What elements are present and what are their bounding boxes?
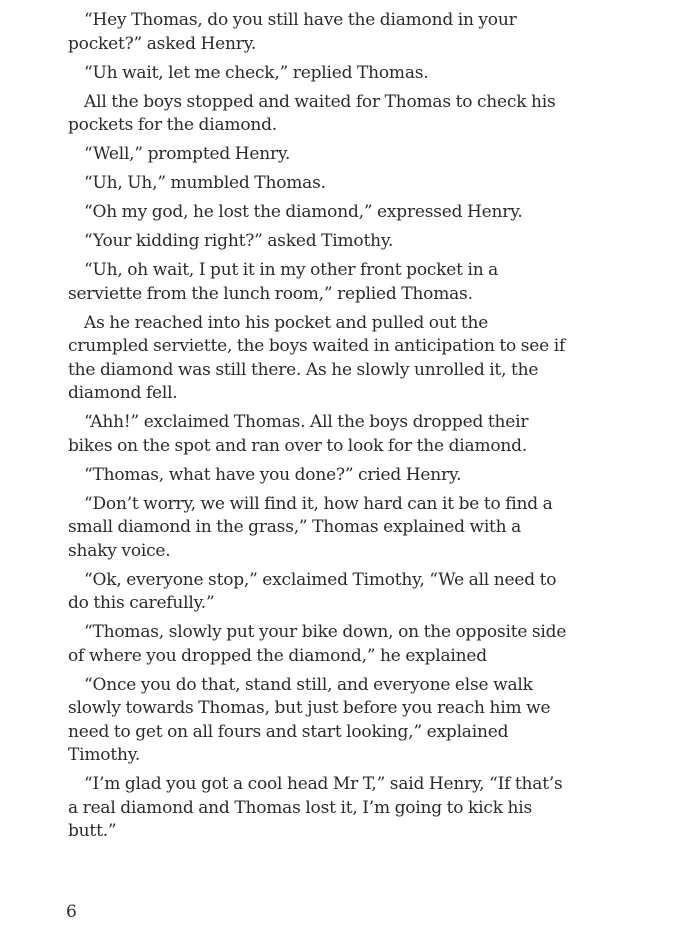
- paragraph: “Ok, everyone stop,” exclaimed Timothy, “We all need to do this carefully.”: [68, 569, 557, 613]
- paragraph: “Ahh!” exclaimed Thomas. All the boys dropped their bikes on the spot and ran over to look for the diamond.: [68, 412, 529, 456]
- paragraph: “Uh, Uh,” mumbled Thomas.: [84, 173, 326, 193]
- paragraph: “Your kidding right?” asked Timothy.: [84, 231, 394, 251]
- paragraph: “I’m glad you got a cool head Mr T,” said Henry, “If that’s a real diamond and Thomas lost it, I’m going to kick his butt.”: [68, 774, 563, 841]
- paragraph: “Thomas, what have you done?” cried Henry.: [84, 464, 462, 485]
- paragraph: All the boys stopped and waited for Thomas to check his pockets for the diamond.: [68, 91, 556, 135]
- paragraph: “Well,” prompted Henry.: [84, 144, 291, 164]
- body-text: [68, 9, 568, 849]
- paragraph: “Don’t worry, we will find it, how hard can it be to find a small diamond in the grass,” Thomas explained with a shaky voice.: [68, 493, 553, 561]
- paragraph: “Once you do that, stand still, and everyone else walk slowly towards Thomas, but just before you reach him we need to get on all fours and start looking,” explained Timothy.: [68, 674, 551, 765]
- page-number: 6: [66, 902, 77, 922]
- paragraph: “Thomas, slowly put your bike down, on the opposite side of where you dropped the diamond,” he explained: [68, 622, 567, 666]
- paragraph: “Uh, oh wait, I put it in my other front pocket in a serviette from the lunch room,” replied Thomas.: [68, 260, 499, 304]
- paragraph: “Hey Thomas, do you still have the diamond in your pocket?” asked Henry.: [68, 10, 517, 54]
- paragraph: As he reached into his pocket and pulled out the crumpled serviette, the boys waited in anticipation to see if the diamond was still there. As he slowly unrolled it, the diamond fell.: [68, 312, 566, 403]
- paragraph: “Oh my god, he lost the diamond,” expressed Henry.: [84, 202, 523, 222]
- paragraph: “Uh wait, let me check,” replied Thomas.: [84, 62, 429, 83]
